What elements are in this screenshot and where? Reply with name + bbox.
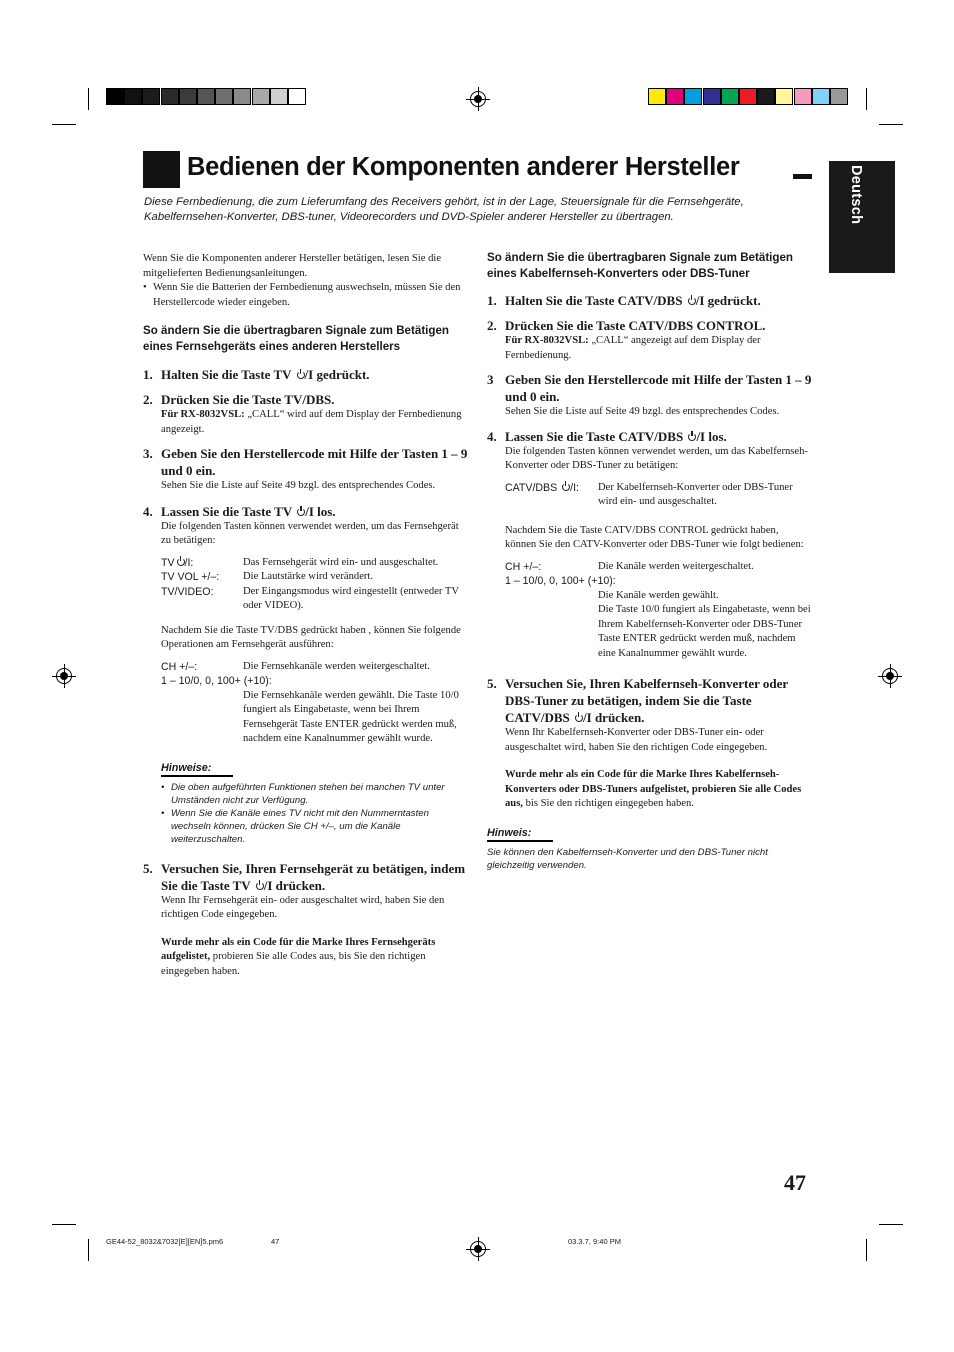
step-note: Sehen Sie die Liste auf Seite 49 bzgl. des entsprechendes Codes. xyxy=(505,406,780,417)
step-text: /I los. xyxy=(305,503,336,519)
step-4 xyxy=(143,503,468,520)
registration-mark-icon xyxy=(882,668,898,684)
step-note xyxy=(143,936,468,980)
page-number: 47 xyxy=(784,1170,806,1195)
crop-mark xyxy=(88,1239,89,1261)
key-table xyxy=(505,481,812,510)
step-3 xyxy=(143,445,468,479)
color-swatch xyxy=(721,88,739,105)
gray-swatch xyxy=(233,88,251,105)
step-number: 5. xyxy=(487,676,497,691)
step-text: /I drücken. xyxy=(263,877,326,893)
key-row xyxy=(161,556,468,571)
key-label: CH +/–: xyxy=(161,660,198,673)
notes-title: Hinweise: xyxy=(161,761,233,777)
step-number: 3. xyxy=(143,446,153,461)
language-tab-label: Deutsch xyxy=(848,165,864,225)
step-5 xyxy=(143,860,468,894)
note-text: „CALL“ angezeigt auf dem Display der Fernbedienung. xyxy=(505,335,761,361)
registration-mark-icon xyxy=(56,668,72,684)
gray-swatch xyxy=(106,88,124,105)
key-desc: Die Kanäle werden weitergeschaltet. xyxy=(598,560,754,572)
key-row xyxy=(161,660,468,675)
key-label: TV VOL +/–: xyxy=(161,571,220,583)
gray-swatch xyxy=(179,88,197,105)
step-text: Lassen Sie die Taste TV xyxy=(161,503,293,519)
gray-swatch xyxy=(288,88,306,105)
key-desc xyxy=(598,589,812,662)
crop-mark xyxy=(866,1239,867,1261)
key-desc: Der Kabelfernseh-Konverter oder DBS-Tuner wird ein- und ausgeschaltet. xyxy=(598,481,793,507)
bold-text: Wurde mehr als ein Code für die Marke Ihres Fernsehgeräts aufgelistet, xyxy=(161,936,436,962)
crop-mark xyxy=(52,1224,76,1225)
step-4 xyxy=(487,428,812,445)
step-text: Versuchen Sie, Ihren Kabelfernseh-Konverter oder DBS-Tuner zu betätigen, indem Sie die Taste CATV/DBS xyxy=(505,676,788,725)
color-swatch xyxy=(757,88,775,105)
crop-mark xyxy=(879,1224,903,1225)
power-icon xyxy=(297,371,305,379)
step-number: 4. xyxy=(487,428,497,444)
step-number: 3 xyxy=(487,372,494,387)
key-suffix: /I: xyxy=(184,556,194,569)
step-text: Halten Sie die Taste CATV/DBS xyxy=(505,293,683,308)
power-icon xyxy=(562,483,570,491)
key-row xyxy=(161,570,468,585)
key-table xyxy=(505,560,812,662)
section-heading: So ändern Sie die übertragbaren Signale zum Betätigen eines Fernsehgeräts eines anderen Herstellers xyxy=(143,324,450,353)
key-name: TV xyxy=(161,556,175,569)
gray-swatch xyxy=(161,88,179,105)
note-title: Hinweis: xyxy=(487,826,553,842)
step-note xyxy=(487,768,812,812)
note-item: • Die oben aufgeführten Funktionen stehen bei manchen TV unter Umständen nicht zur Verfügung. xyxy=(161,781,468,807)
note-text: Sie können den Kabelfernseh-Konverter und den DBS-Tuner nicht gleichzeitig verwenden. xyxy=(487,846,768,871)
key-desc: Die Lautstärke wird verändert. xyxy=(243,571,374,582)
color-swatch xyxy=(739,88,757,105)
crop-mark xyxy=(88,88,89,110)
gray-swatch xyxy=(142,88,160,105)
color-swatch xyxy=(794,88,812,105)
step-text: Geben Sie den Herstellercode mit Hilfe der Tasten 1 – 9 und 0 ein. xyxy=(505,372,812,404)
gray-swatch xyxy=(270,88,288,105)
key-table xyxy=(161,556,468,614)
step-text: /I los. xyxy=(696,428,727,444)
color-swatch xyxy=(684,88,702,105)
step-text: /I drücken. xyxy=(583,710,645,725)
power-icon xyxy=(256,882,264,890)
step-note: Sehen Sie die Liste auf Seite 49 bzgl. des entsprechendes Codes. xyxy=(161,480,436,491)
color-swatch xyxy=(703,88,721,105)
step-5 xyxy=(487,675,812,726)
step-text: Lassen Sie die Taste CATV/DBS xyxy=(505,428,684,444)
key-label: TV/VIDEO: xyxy=(161,585,214,598)
key-row xyxy=(161,674,468,689)
key-desc-line: Die Taste 10/0 fungiert als Eingabetaste, wenn bei Ihrem Kabelfernseh-Konverter oder DBS-Tuner Taste ENTER gedrückt werden muß, nachdem eine Kanalnummer gewählt wurde. xyxy=(598,604,811,659)
gray-swatch xyxy=(197,88,215,105)
model-label: Für RX-8032VSL: xyxy=(505,335,589,346)
step-text: Geben Sie den Herstellercode mit Hilfe der Tasten 1 – 9 und 0 ein. xyxy=(161,446,468,478)
color-swatch xyxy=(775,88,793,105)
step-note: Die folgenden Tasten können verwendet werden, um das Fernsehgerät zu betätigen: xyxy=(161,520,459,546)
key-row xyxy=(505,589,812,662)
step-text: /I gedrückt. xyxy=(304,367,370,382)
step-number: 4. xyxy=(143,503,153,519)
key-desc: Die Fernsehkanäle werden gewählt. Die Taste 10/0 fungiert als Eingabetaste, wenn bei Ihrem Fernsehgerät Taste ENTER gedrückt werden muß, nachdem eine Kanalnummer gewählt wurde. xyxy=(243,689,459,744)
step-text: Drücken Sie die Taste CATV/DBS CONTROL. xyxy=(505,318,766,333)
power-icon xyxy=(688,297,696,305)
gray-swatch xyxy=(215,88,233,105)
notes-box xyxy=(161,761,468,846)
step-number: 2. xyxy=(143,392,153,407)
left-column xyxy=(143,252,468,979)
step-number: 1. xyxy=(487,293,497,308)
footer-page: 47 xyxy=(271,1237,280,1246)
footer-date: 03.3.7, 9:40 PM xyxy=(568,1237,621,1246)
step-2 xyxy=(143,391,468,408)
power-icon xyxy=(297,508,305,516)
step-1 xyxy=(143,366,468,383)
note-item: • Wenn Sie die Kanäle eines TV nicht mit den Nummerntasten wechseln können, drücken Sie CH +/–, um die Kanäle weiterzuschalten. xyxy=(161,807,468,846)
page-title: Bedienen der Komponenten anderer Hersteller xyxy=(187,153,740,181)
bullet-item: • Wenn Sie die Batterien der Fernbedienung auswechseln, müssen Sie den Herstellercode wieder eingeben. xyxy=(143,281,468,310)
right-column xyxy=(487,250,812,872)
gray-swatch xyxy=(124,88,142,105)
paragraph: Nachdem Sie die Taste TV/DBS gedrückt haben , können Sie folgende Operationen am Fernsehgerät ausführen: xyxy=(161,624,461,650)
key-row xyxy=(505,560,812,575)
paragraph: Nachdem Sie die Taste CATV/DBS CONTROL gedrückt haben, können Sie den CATV-Konverter oder DBS-Tuner wie folgt bedienen: xyxy=(505,524,804,550)
power-icon xyxy=(575,714,583,722)
key-row xyxy=(161,585,468,614)
section-heading: So ändern Sie die übertragbaren Signale zum Betätigen eines Kabelfernseh-Konverters oder DBS-Tuner xyxy=(487,251,794,280)
step-text: Versuchen Sie, Ihren Fernsehgerät zu betätigen, indem Sie die Taste TV xyxy=(161,860,466,893)
intro-text: Diese Fernbedienung, die zum Lieferumfang des Receivers gehört, ist in der Lage, Steuersignale für die Fernsehgeräte, Kabelfernsehen-Konverter, DBS-tuner, Videorecorders und DVD-Spieler anderer Hersteller zu übertragen. xyxy=(144,196,744,223)
key-row xyxy=(161,689,468,747)
power-icon xyxy=(177,558,185,566)
key-label xyxy=(161,556,243,571)
note-text: probieren Sie alle Codes aus, bis Sie den richtigen eingegeben haben. xyxy=(161,951,426,977)
key-name: CATV/DBS xyxy=(505,481,558,494)
step-1 xyxy=(487,292,812,309)
key-desc: Die Fernsehkanäle werden weitergeschaltet. xyxy=(243,660,430,672)
step-3 xyxy=(487,371,812,405)
step-2 xyxy=(487,317,812,334)
crop-mark xyxy=(879,124,903,125)
language-tab xyxy=(829,161,895,273)
key-row xyxy=(505,481,812,510)
step-number: 1. xyxy=(143,367,153,382)
step-note xyxy=(487,334,812,363)
crop-mark xyxy=(52,124,76,125)
key-suffix: /I: xyxy=(570,481,579,494)
note-text: bis Sie den richtigen eingegeben haben. xyxy=(522,798,694,809)
registration-mark-icon xyxy=(470,91,486,107)
registration-mark-icon xyxy=(470,1241,486,1257)
paragraph: Wenn Sie die Komponenten anderer Hersteller betätigen, lesen Sie die mitgelieferten Bedienungsanleitungen. xyxy=(143,253,442,279)
key-desc-line: Die Kanäle werden gewählt. xyxy=(598,589,719,601)
step-text: Drücken Sie die Taste TV/DBS. xyxy=(161,392,335,407)
step-note xyxy=(143,408,468,437)
note-box xyxy=(487,826,812,872)
step-note: Die folgenden Tasten können verwendet werden, um das Kabelfernseh-Konverter oder DBS-Tuner zu betätigen: xyxy=(505,445,808,471)
key-desc: Das Fernsehgerät wird ein- und ausgeschaltet. xyxy=(243,556,439,568)
step-text: /I gedrückt. xyxy=(695,293,761,308)
key-table xyxy=(161,660,468,747)
note-text: „CALL“ wird auf dem Display der Fernbedienung angezeigt. xyxy=(161,409,462,435)
step-number: 2. xyxy=(487,318,497,333)
step-text: Halten Sie die Taste TV xyxy=(161,367,292,382)
color-swatch xyxy=(648,88,666,105)
key-label: 1 – 10/0, 0, 100+ (+10): xyxy=(505,575,616,587)
title-block-icon xyxy=(143,151,180,188)
step-number: 5. xyxy=(143,860,153,876)
key-desc: Der Eingangsmodus wird eingestellt (entweder TV oder VIDEO). xyxy=(243,585,459,611)
key-row xyxy=(505,574,812,589)
step-note: Wenn Ihr Fernsehgerät ein- oder ausgeschaltet wird, haben Sie den richtigen Code eingegeben. xyxy=(161,894,445,920)
bold-text: Wurde mehr als ein Code für die Marke Ihres Kabelfernseh-Konverters oder DBS-Tuners aufgelistet, probieren Sie alle Codes aus, xyxy=(505,769,802,809)
color-swatch xyxy=(666,88,684,105)
power-icon xyxy=(688,433,696,441)
key-label: CH +/–: xyxy=(505,560,542,573)
model-label: Für RX-8032VSL: xyxy=(161,409,245,420)
crop-mark xyxy=(866,88,867,110)
step-note: Wenn Ihr Kabelfernseh-Konverter oder DBS-Tuner ein- oder ausgeschaltet wird, haben Sie den richtigen Code eingegeben. xyxy=(505,727,768,753)
key-label xyxy=(505,481,598,510)
color-swatch xyxy=(812,88,830,105)
color-swatch xyxy=(830,88,848,105)
title-dash xyxy=(793,174,812,179)
footer-file: GE44-52_8032&7032[E][EN]5.pm6 xyxy=(106,1237,224,1246)
key-label: 1 – 10/0, 0, 100+ (+10): xyxy=(161,675,272,687)
gray-swatch xyxy=(252,88,270,105)
